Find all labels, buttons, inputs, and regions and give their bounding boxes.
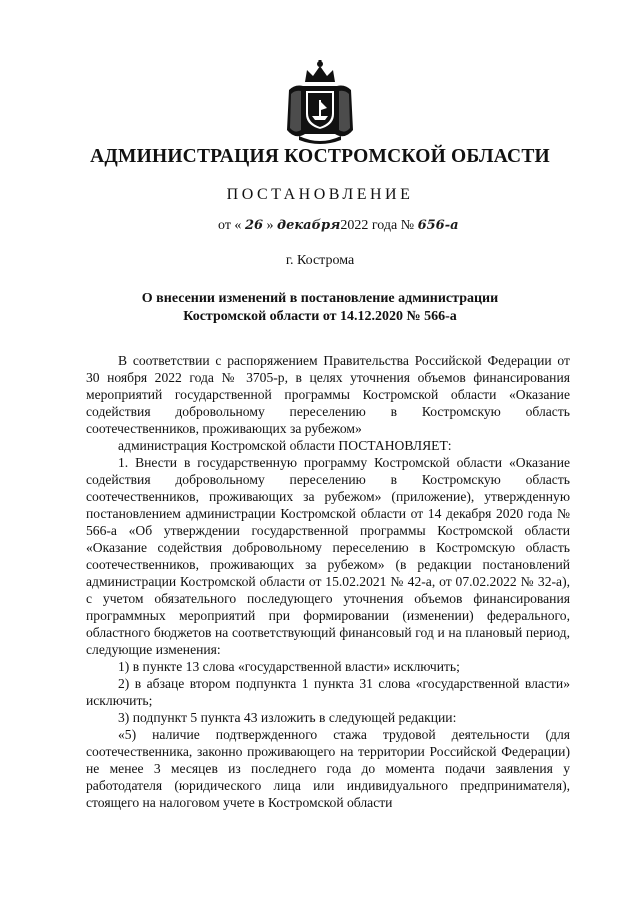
document-number: 656-а	[417, 218, 459, 233]
body-paragraph: 2) в абзаце втором подпункта 1 пункта 31 слова «государственной власти» исключить;	[86, 676, 570, 708]
body-paragraph: администрация Костромской области ПОСТАНОВЛЯЕТ:	[118, 438, 452, 453]
city-line: г. Кострома	[285, 253, 355, 268]
coat-of-arms-icon	[285, 60, 355, 144]
body-paragraph: «5) наличие подтвержденного стажа трудовой деятельности (для соотечественника, законно проживающего на территории Российской Федерации) не менее 3 месяцев из последнего года до момента подачи заявления у работодателя (юридического лица или индивидуального предпринимателя), стоящего на налоговом учете в Костромской области	[86, 727, 570, 810]
body-paragraph: 3) подпункт 5 пункта 43 изложить в следующей редакции:	[118, 710, 457, 725]
body-paragraph: В соответствии с распоряжением Правительства Российской Федерации от 30 ноября 2022 года № 3705-р, в целях уточнения объемов финансирования мероприятий государственной программы Костромской области «Оказание содействия добровольному переселению в Костромскую область соотечественников, проживающих за рубежом»	[86, 353, 570, 436]
date-number-line	[218, 218, 459, 234]
document-subject: О внесении изменений в постановление администрации Костромской области от 14.12.2020 № 566-а	[141, 291, 499, 324]
date-quote: »	[266, 218, 274, 233]
document-body	[86, 352, 570, 811]
body-paragraph: 1. Внести в государственную программу Костромской области «Оказание содействия добровольному переселению в Костромскую область соотечественников, проживающих за рубежом» (приложение), утвержденную постановлением администрации Костромской области от 14 декабря 2020 года № 566-а «Об утверждении государственной программы Костромской области «Оказание содействия добровольному переселению в Костромскую область соотечественников, проживающих за рубежом» (в редакции постановлений администрации Костромской области от 15.02.2021 № 42-а, от 07.02.2022 № 32-а), с учетом обязательного последующего уточнения объемов финансирования программных мероприятий при формировании (изменении) федерального, областного бюджетов на соответствующий финансовый год и на плановый период, следующие изменения:	[86, 455, 570, 657]
body-paragraph: 1) в пункте 13 слова «государственной власти» исключить;	[118, 659, 460, 674]
date-suffix: 2022 года №	[340, 218, 415, 233]
date-prefix: от «	[218, 218, 242, 233]
organization-title: АДМИНИСТРАЦИЯ КОСТРОМСКОЙ ОБЛАСТИ	[90, 146, 550, 167]
date-day: 26	[244, 218, 264, 233]
date-month: декабря	[277, 218, 341, 233]
document-type: ПОСТАНОВЛЕНИЕ	[226, 186, 414, 203]
